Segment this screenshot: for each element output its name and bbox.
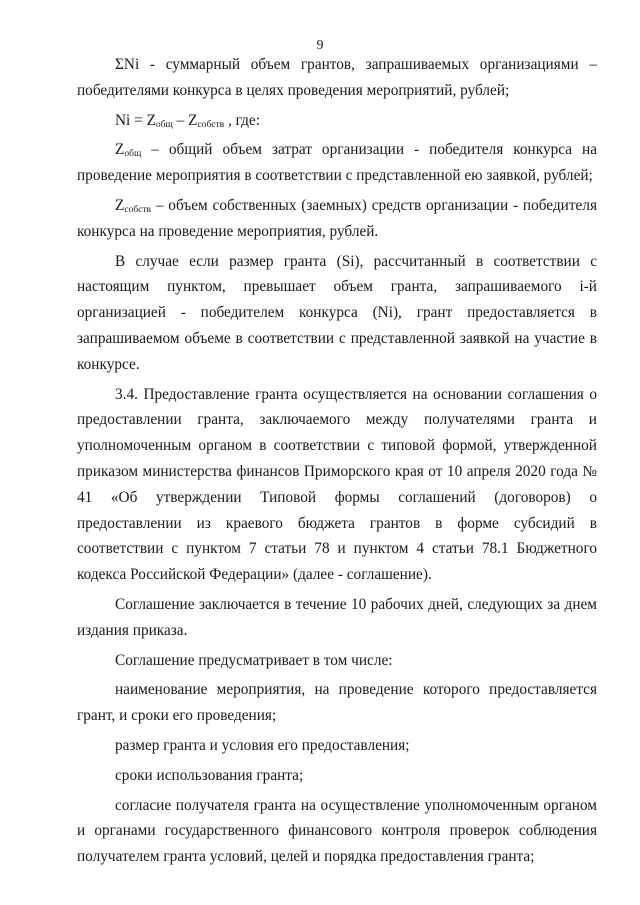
case-paragraph: В случае если размер гранта (Si), рассчитанный в соответствии с настоящим пунктом, превышает объем гранта, запрашиваемого i-й организацией - победителем конкурса (Ni), грант предоставляется в запрашиваемом объеме в соответствии с представленной заявкой на участие в конкурсе. bbox=[77, 252, 597, 373]
list-item: размер гранта и условия его предоставления; bbox=[115, 736, 410, 754]
document-body bbox=[77, 52, 597, 870]
agreement-includes: Соглашение предусматривает в том числе: bbox=[115, 651, 393, 669]
clause-3-4: 3.4. Предоставление гранта осуществляется на основании соглашения о предоставлении гранта, заключаемого между получателями гранта и уполномоченным органом в соответствии с типовой формой, утвержденной приказом министерства финансов Приморского края от 10 апреля 2020 года № 41 «Об утверждении Типовой формы соглашений (договоров) о предоставлении из краевого бюджета грантов в форме субсидий в соответствии с пунктом 7 статьи 78 и пунктом 4 статьи 78.1 Бюджетного кодекса Российской Федерации» (далее - соглашение). bbox=[77, 385, 597, 584]
page-number: 9 bbox=[316, 38, 324, 53]
list-item: наименование мероприятия, на проведение которого предоставляется грант, и сроки его проведения; bbox=[77, 681, 597, 725]
list-item: согласие получателя гранта на осуществление уполномоченным органом и органами государственного финансового контроля проверок соблюдения получателем гранта условий, целей и порядка предоставления гранта; bbox=[77, 796, 597, 866]
agreement-term: Соглашение заключается в течение 10 рабочих дней, следующих за днем издания приказа. bbox=[77, 595, 597, 639]
sum-definition: ΣNi - суммарный объем грантов, запрашиваемых организациями – победителями конкурса в целях проведения мероприятий, рублей; bbox=[77, 56, 597, 99]
zobsch-definition: $Z_{общ}$ – общий объем затрат организации - победителя конкурса на проведение мероприятия в соответствии с представленной ею заявкой, рублей; bbox=[77, 141, 597, 185]
zsobstv-definition: $Z_{собств}$ – объем собственных (заемных) средств организации - победителя конкурса на проведение мероприятия, рублей. bbox=[77, 196, 597, 240]
list-item: сроки использования гранта; bbox=[115, 766, 304, 784]
formula: $Ni = Z_{общ} - Z_{собств}$ , где: bbox=[115, 111, 260, 130]
